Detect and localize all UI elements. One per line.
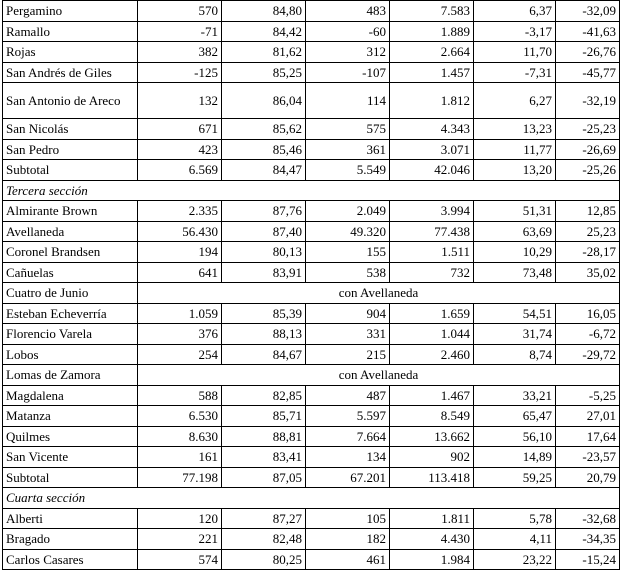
table-row — [3, 1, 620, 22]
value-cell: 81,62 — [222, 42, 306, 63]
table-row — [3, 42, 620, 63]
value-cell: 54,51 — [474, 303, 556, 324]
value-cell: 254 — [138, 344, 222, 365]
value-cell: 67.201 — [306, 467, 390, 488]
subtotal-row — [3, 160, 620, 181]
value-cell: -25,26 — [556, 160, 620, 181]
value-cell: -26,69 — [556, 139, 620, 160]
value-cell: 85,71 — [222, 406, 306, 427]
value-cell: 8,74 — [474, 344, 556, 365]
district-name: Lomas de Zamora — [3, 365, 138, 386]
value-cell: -32,68 — [556, 508, 620, 529]
district-name: San Pedro — [3, 139, 138, 160]
value-cell: 82,48 — [222, 529, 306, 550]
value-cell: 16,05 — [556, 303, 620, 324]
value-cell: 86,04 — [222, 83, 306, 119]
value-cell: -7,31 — [474, 62, 556, 83]
value-cell: 87,27 — [222, 508, 306, 529]
value-cell: -107 — [306, 62, 390, 83]
district-name: Cañuelas — [3, 262, 138, 283]
value-cell: -6,72 — [556, 324, 620, 345]
value-cell: 6,27 — [474, 83, 556, 119]
section-title: Cuarta sección — [3, 488, 620, 509]
value-cell: 13,23 — [474, 119, 556, 140]
table-row — [3, 406, 620, 427]
value-cell: -41,63 — [556, 21, 620, 42]
value-cell: 221 — [138, 529, 222, 550]
value-cell: 77.198 — [138, 467, 222, 488]
value-cell: 33,21 — [474, 385, 556, 406]
value-cell: 88,81 — [222, 426, 306, 447]
value-cell: 1.467 — [390, 385, 474, 406]
value-cell: 17,64 — [556, 426, 620, 447]
value-cell: 904 — [306, 303, 390, 324]
value-cell: 120 — [138, 508, 222, 529]
value-cell: 73,48 — [474, 262, 556, 283]
district-name: San Andrés de Giles — [3, 62, 138, 83]
value-cell: 1.511 — [390, 242, 474, 263]
value-cell: 1.889 — [390, 21, 474, 42]
value-cell: 59,25 — [474, 467, 556, 488]
value-cell: 35,02 — [556, 262, 620, 283]
value-cell: -28,17 — [556, 242, 620, 263]
subtotal-row — [3, 467, 620, 488]
value-cell: 51,31 — [474, 201, 556, 222]
value-cell: 312 — [306, 42, 390, 63]
value-cell: 5.597 — [306, 406, 390, 427]
district-name: Subtotal — [3, 467, 138, 488]
district-name: Esteban Echeverría — [3, 303, 138, 324]
value-cell: 88,13 — [222, 324, 306, 345]
value-cell: 331 — [306, 324, 390, 345]
value-cell: 56.430 — [138, 221, 222, 242]
table-row — [3, 447, 620, 468]
table-row — [3, 83, 620, 119]
value-cell: -32,19 — [556, 83, 620, 119]
value-cell: 87,40 — [222, 221, 306, 242]
table-row — [3, 21, 620, 42]
value-cell: 3.994 — [390, 201, 474, 222]
district-name: Quilmes — [3, 426, 138, 447]
value-cell: 85,46 — [222, 139, 306, 160]
value-cell: 6.530 — [138, 406, 222, 427]
value-cell: 8.549 — [390, 406, 474, 427]
value-cell: 80,25 — [222, 549, 306, 570]
value-cell: 56,10 — [474, 426, 556, 447]
value-cell: 902 — [390, 447, 474, 468]
value-cell: 13.662 — [390, 426, 474, 447]
value-cell: -15,24 — [556, 549, 620, 570]
value-cell: 5.549 — [306, 160, 390, 181]
district-name: Coronel Brandsen — [3, 242, 138, 263]
district-name: Rojas — [3, 42, 138, 63]
table-row — [3, 139, 620, 160]
value-cell: 85,62 — [222, 119, 306, 140]
merged-note: con Avellaneda — [138, 365, 620, 386]
table-row — [3, 283, 620, 304]
value-cell: 134 — [306, 447, 390, 468]
value-cell: 732 — [390, 262, 474, 283]
value-cell: 85,25 — [222, 62, 306, 83]
value-cell: 671 — [138, 119, 222, 140]
value-cell: 84,42 — [222, 21, 306, 42]
value-cell: -32,09 — [556, 1, 620, 22]
value-cell: 588 — [138, 385, 222, 406]
value-cell: 85,39 — [222, 303, 306, 324]
table-row — [3, 119, 620, 140]
value-cell: 12,85 — [556, 201, 620, 222]
value-cell: 2.049 — [306, 201, 390, 222]
district-name: Cuatro de Junio — [3, 283, 138, 304]
value-cell: 11,77 — [474, 139, 556, 160]
value-cell: -71 — [138, 21, 222, 42]
value-cell: 182 — [306, 529, 390, 550]
value-cell: 13,20 — [474, 160, 556, 181]
value-cell: 1.044 — [390, 324, 474, 345]
value-cell: 538 — [306, 262, 390, 283]
value-cell: 2.335 — [138, 201, 222, 222]
value-cell: 3.071 — [390, 139, 474, 160]
district-name: San Nicolás — [3, 119, 138, 140]
value-cell: 42.046 — [390, 160, 474, 181]
value-cell: 6.569 — [138, 160, 222, 181]
district-name: Almirante Brown — [3, 201, 138, 222]
value-cell: 114 — [306, 83, 390, 119]
value-cell: 1.457 — [390, 62, 474, 83]
value-cell: 84,67 — [222, 344, 306, 365]
value-cell: 155 — [306, 242, 390, 263]
value-cell: 25,23 — [556, 221, 620, 242]
table-row — [3, 344, 620, 365]
district-name: Alberti — [3, 508, 138, 529]
table-row — [3, 508, 620, 529]
value-cell: 84,47 — [222, 160, 306, 181]
value-cell: 20,79 — [556, 467, 620, 488]
value-cell: 10,29 — [474, 242, 556, 263]
district-name: Pergamino — [3, 1, 138, 22]
section-header-row — [3, 488, 620, 509]
district-name: Matanza — [3, 406, 138, 427]
table-row — [3, 324, 620, 345]
election-data-table — [2, 0, 620, 570]
value-cell: 361 — [306, 139, 390, 160]
value-cell: 27,01 — [556, 406, 620, 427]
value-cell: 77.438 — [390, 221, 474, 242]
value-cell: 83,41 — [222, 447, 306, 468]
table-row — [3, 242, 620, 263]
value-cell: 4,11 — [474, 529, 556, 550]
value-cell: 483 — [306, 1, 390, 22]
table-row — [3, 426, 620, 447]
district-name: Magdalena — [3, 385, 138, 406]
table-row — [3, 303, 620, 324]
value-cell: 423 — [138, 139, 222, 160]
value-cell: 11,70 — [474, 42, 556, 63]
value-cell: 7.664 — [306, 426, 390, 447]
district-name: Ramallo — [3, 21, 138, 42]
district-name: San Vicente — [3, 447, 138, 468]
value-cell: 132 — [138, 83, 222, 119]
value-cell: -34,35 — [556, 529, 620, 550]
value-cell: -60 — [306, 21, 390, 42]
value-cell: 2.460 — [390, 344, 474, 365]
value-cell: 1.659 — [390, 303, 474, 324]
district-name: Carlos Casares — [3, 549, 138, 570]
value-cell: 65,47 — [474, 406, 556, 427]
district-name: Bragado — [3, 529, 138, 550]
table-row — [3, 529, 620, 550]
table-row — [3, 201, 620, 222]
table-row — [3, 385, 620, 406]
value-cell: 1.984 — [390, 549, 474, 570]
value-cell: 113.418 — [390, 467, 474, 488]
value-cell: 4.430 — [390, 529, 474, 550]
value-cell: 570 — [138, 1, 222, 22]
value-cell: 84,80 — [222, 1, 306, 22]
table-row — [3, 221, 620, 242]
value-cell: 83,91 — [222, 262, 306, 283]
value-cell: -125 — [138, 62, 222, 83]
value-cell: 461 — [306, 549, 390, 570]
value-cell: 161 — [138, 447, 222, 468]
value-cell: 8.630 — [138, 426, 222, 447]
value-cell: 1.812 — [390, 83, 474, 119]
section-title: Tercera sección — [3, 180, 620, 201]
value-cell: 487 — [306, 385, 390, 406]
value-cell: 194 — [138, 242, 222, 263]
district-name: Subtotal — [3, 160, 138, 181]
value-cell: 80,13 — [222, 242, 306, 263]
value-cell: 641 — [138, 262, 222, 283]
table-row — [3, 549, 620, 570]
value-cell: 87,05 — [222, 467, 306, 488]
value-cell: 63,69 — [474, 221, 556, 242]
district-name: Avellaneda — [3, 221, 138, 242]
value-cell: 49.320 — [306, 221, 390, 242]
value-cell: 4.343 — [390, 119, 474, 140]
value-cell: 7.583 — [390, 1, 474, 22]
value-cell: 82,85 — [222, 385, 306, 406]
value-cell: -23,57 — [556, 447, 620, 468]
value-cell: 382 — [138, 42, 222, 63]
value-cell: 1.059 — [138, 303, 222, 324]
value-cell: 1.811 — [390, 508, 474, 529]
merged-note: con Avellaneda — [138, 283, 620, 304]
table-row — [3, 62, 620, 83]
table-row — [3, 262, 620, 283]
value-cell: 23,22 — [474, 549, 556, 570]
value-cell: 376 — [138, 324, 222, 345]
value-cell: -25,23 — [556, 119, 620, 140]
value-cell: 87,76 — [222, 201, 306, 222]
value-cell: 5,78 — [474, 508, 556, 529]
value-cell: -26,76 — [556, 42, 620, 63]
value-cell: 105 — [306, 508, 390, 529]
table-body — [3, 1, 620, 570]
district-name: Lobos — [3, 344, 138, 365]
table-row — [3, 365, 620, 386]
value-cell: 14,89 — [474, 447, 556, 468]
district-name: San Antonio de Areco — [3, 83, 138, 119]
section-header-row — [3, 180, 620, 201]
value-cell: 31,74 — [474, 324, 556, 345]
value-cell: -3,17 — [474, 21, 556, 42]
value-cell: 575 — [306, 119, 390, 140]
value-cell: 6,37 — [474, 1, 556, 22]
value-cell: 215 — [306, 344, 390, 365]
district-name: Florencio Varela — [3, 324, 138, 345]
value-cell: -29,72 — [556, 344, 620, 365]
value-cell: 2.664 — [390, 42, 474, 63]
value-cell: 574 — [138, 549, 222, 570]
value-cell: -45,77 — [556, 62, 620, 83]
value-cell: -5,25 — [556, 385, 620, 406]
